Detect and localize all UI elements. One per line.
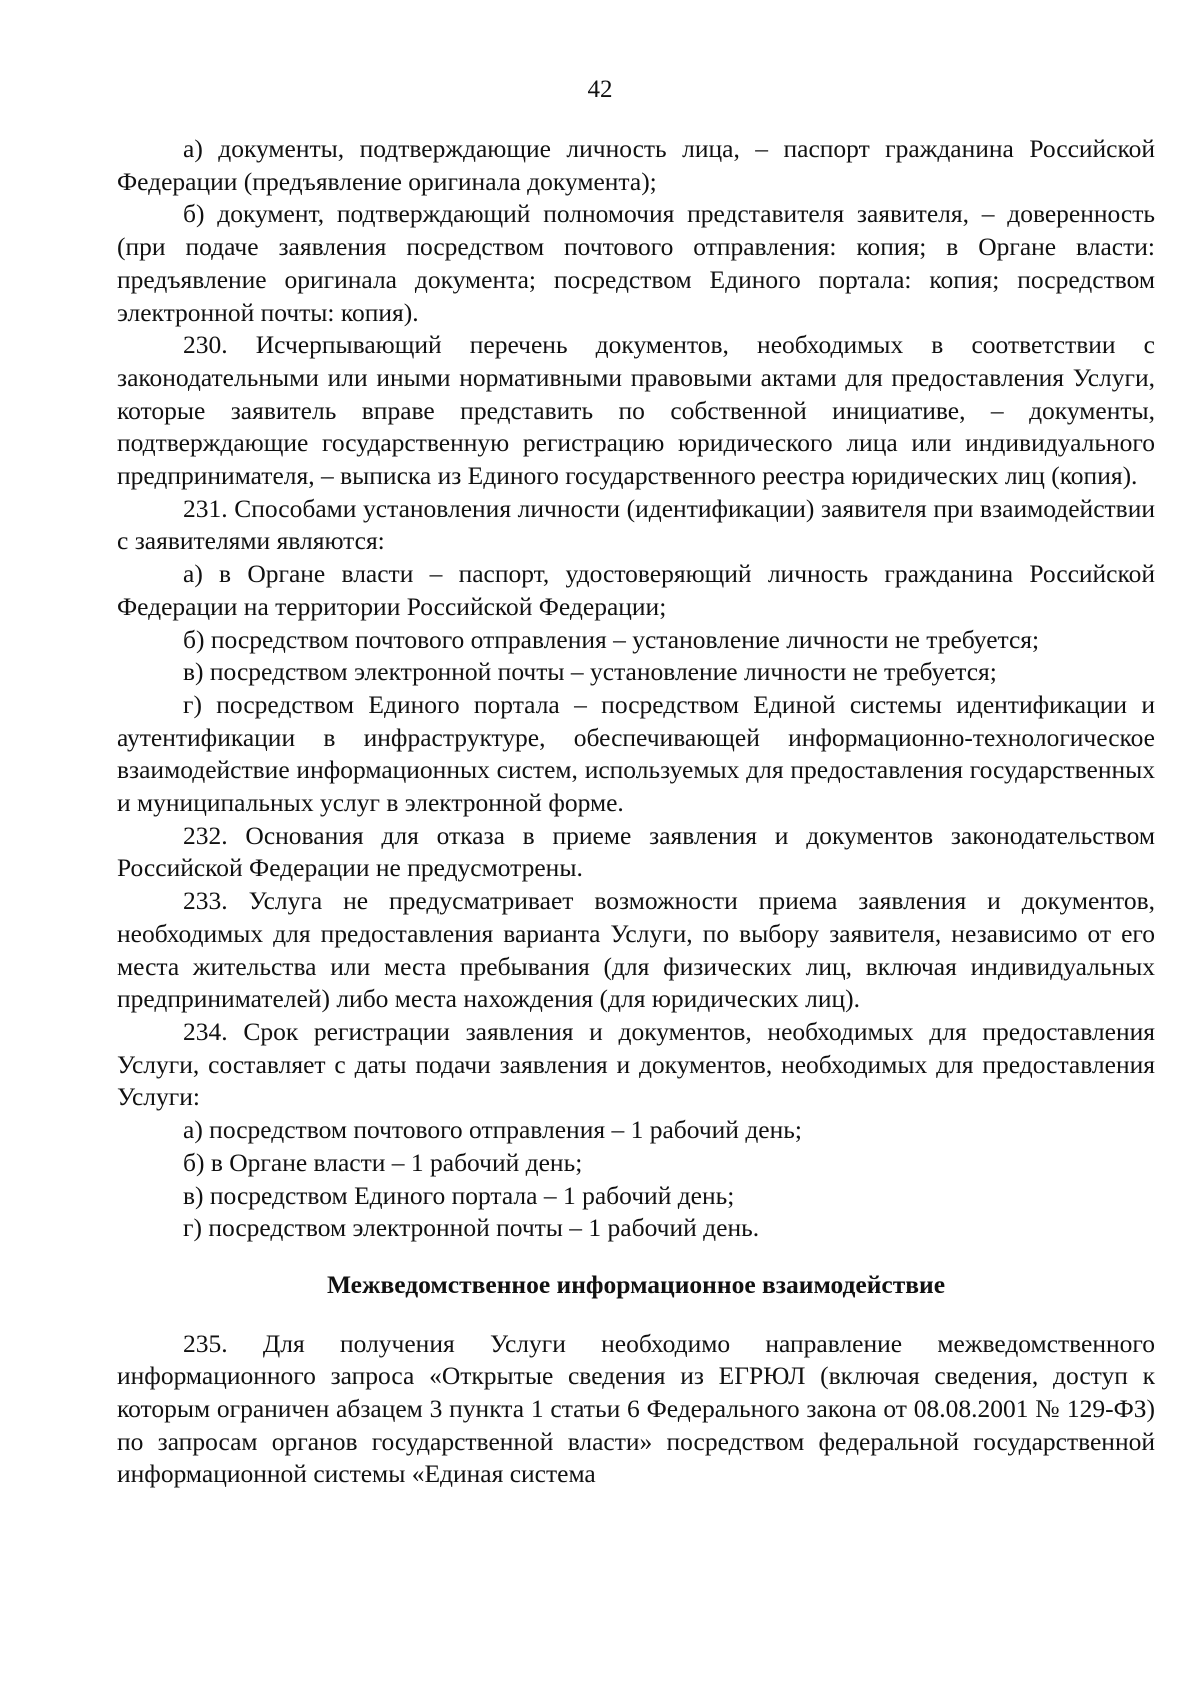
paragraph: 231. Способами установления личности (идентификации) заявителя при взаимодействии с заявителями являются:	[117, 493, 1155, 556]
paragraph: г) посредством Единого портала – посредством Единой системы идентификации и аутентификации в инфраструктуре, обеспечивающей информационно-технологическое взаимодействие информационных систем, используемых для предоставления государственных и муниципальных услуг в электронной форме.	[117, 689, 1155, 818]
paragraph: 234. Срок регистрации заявления и документов, необходимых для предоставления Услуги, составляет с даты подачи заявления и документов, необходимых для предоставления Услуги:	[117, 1016, 1155, 1112]
paragraph: в) посредством электронной почты – установление личности не требуется;	[183, 657, 997, 687]
paragraph: 235. Для получения Услуги необходимо направление межведомственного информационного запроса «Открытые сведения из ЕГРЮЛ (включая сведения, доступ к которым ограничен абзацем 3 пункта 1 статьи 6 Федерального закона от 08.08.2001 № 129-ФЗ) по запросам органов государственной власти» посредством федеральной государственной информационной системы «Единая система	[117, 1328, 1155, 1489]
paragraph: б) документ, подтверждающий полномочия представителя заявителя, – доверенность (при подаче заявления посредством почтового отправления: копия; в Органе власти: предъявление оригинала документа; посредством Единого портала: копия; посредством электронной почты: копия).	[117, 199, 1155, 327]
page-number: 42	[587, 76, 613, 103]
paragraph: а) посредством почтового отправления – 1 рабочий день;	[183, 1115, 802, 1145]
paragraph: в) посредством Единого портала – 1 рабочий день;	[183, 1180, 735, 1210]
section-heading: Межведомственное информационное взаимодействие	[326, 1269, 946, 1299]
paragraph: а) в Органе власти – паспорт, удостоверяющий личность гражданина Российской Федерации на территории Российской Федерации;	[117, 559, 1155, 621]
paragraph: а) документы, подтверждающие личность лица, – паспорт гражданина Российской Федерации (предъявление оригинала документа);	[117, 134, 1155, 196]
paragraph: 233. Услуга не предусматривает возможности приема заявления и документов, необходимых для предоставления варианта Услуги, по выбору заявителя, независимо от его места жительства или места пребывания (для физических лиц, включая индивидуальных предпринимателей) либо места нахождения (для юридических лиц).	[117, 886, 1155, 1014]
paragraph: б) посредством почтового отправления – установление личности не требуется;	[183, 624, 1040, 654]
paragraph: 232. Основания для отказа в приеме заявления и документов законодательством Российской Федерации не предусмотрены.	[117, 820, 1155, 883]
paragraph: б) в Органе власти – 1 рабочий день;	[183, 1147, 583, 1177]
document-body	[117, 133, 1155, 1491]
paragraph: 230. Исчерпывающий перечень документов, необходимых в соответствии с законодательными или иными нормативными правовыми актами для предоставления Услуги, которые заявитель вправе представить по собственной инициативе, – документы, подтверждающие государственную регистрацию юридического лица или индивидуального предпринимателя, – выписка из Единого государственного реестра юридических лиц (копия).	[117, 330, 1155, 491]
paragraph: г) посредством электронной почты – 1 рабочий день.	[183, 1213, 760, 1243]
